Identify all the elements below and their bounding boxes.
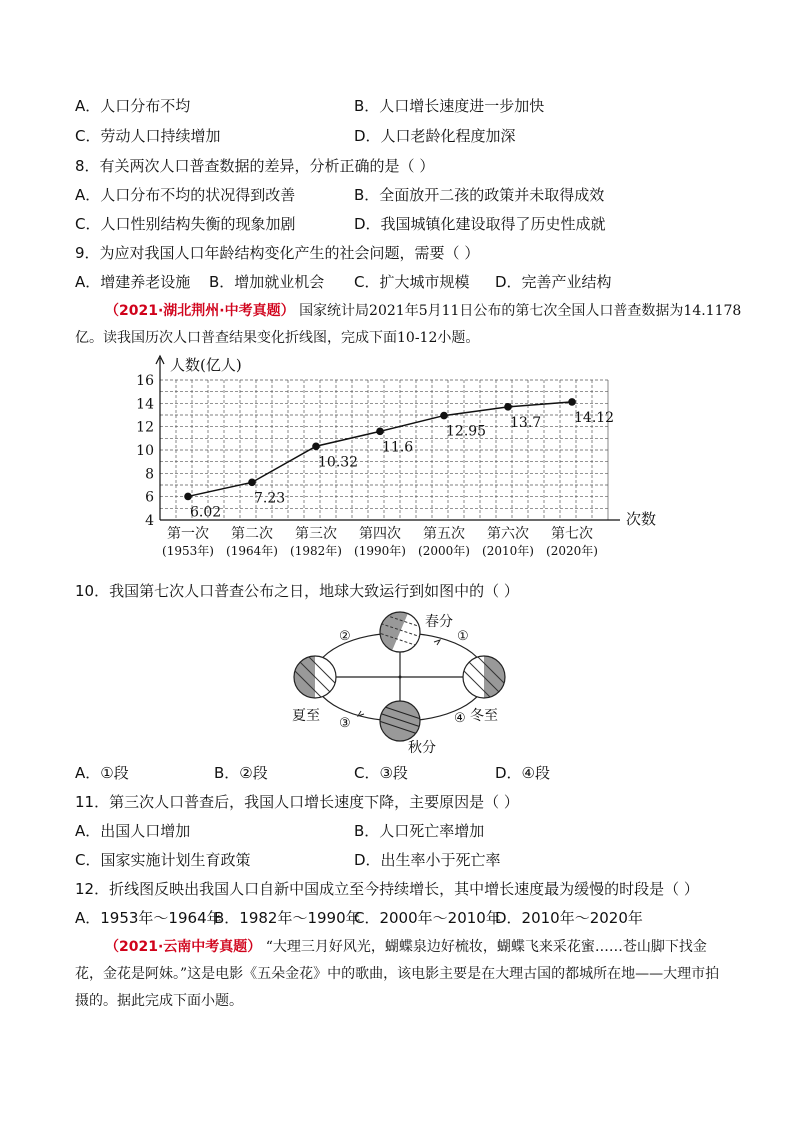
q9-option-d: D．完善产业结构 <box>495 273 612 291</box>
q12-option-d: D．2010年～2020年 <box>495 909 643 927</box>
q11-option-row-1 <box>75 821 485 841</box>
population-line-chart <box>118 352 678 562</box>
data-point <box>184 493 192 501</box>
y-tick-label: 10 <box>136 443 154 459</box>
data-label: 11.6 <box>382 439 414 456</box>
data-point <box>376 428 384 436</box>
data-label: 10.32 <box>318 454 359 471</box>
x-tick-label: 第二次 <box>231 526 273 542</box>
x-tick-label: 第六次 <box>487 526 529 542</box>
x-tick-year-label: (1982年) <box>290 544 342 558</box>
data-label: 14.12 <box>574 409 615 426</box>
passage-2 <box>75 934 727 1015</box>
q10-option-d: D．④段 <box>495 764 550 782</box>
q8-option-row-2 <box>75 214 606 234</box>
data-point <box>568 398 576 406</box>
x-tick-label: 第四次 <box>359 526 401 542</box>
q9-option-c: C．扩大城市规模 <box>354 273 470 291</box>
data-label: 7.23 <box>254 490 286 507</box>
label-segment-4: ④ <box>454 711 466 726</box>
x-tick-year-label: (2010年) <box>482 544 534 558</box>
data-label: 12.95 <box>446 423 487 440</box>
x-tick-year-label: (2020年) <box>546 544 598 558</box>
q11-option-c: C．国家实施计划生育政策 <box>75 851 251 869</box>
label-spring: 春分 <box>425 614 453 630</box>
q9-options <box>75 272 612 292</box>
x-tick-label: 第五次 <box>423 526 465 542</box>
earth-autumn <box>376 701 424 741</box>
label-summer: 夏至 <box>292 708 320 724</box>
q8-option-c: C．人口性别结构失衡的现象加剧 <box>75 215 296 233</box>
passage-1-text-line-1: 国家统计局2021年5月11日公布的第七次全国人口普查数据为14.1178 <box>299 303 742 319</box>
q9-option-a: A．增建养老设施 <box>75 273 191 291</box>
q7-option-d: D．人口老龄化程度加深 <box>354 127 516 145</box>
q8-option-d: D．我国城镇化建设取得了历史性成就 <box>354 215 606 233</box>
data-point <box>504 403 512 411</box>
orbit-arrow-3 <box>358 711 364 716</box>
x-tick-labels <box>162 526 598 558</box>
q10-stem: 10．我国第七次人口普查公布之日，地球大致运行到如图中的（ ） <box>75 582 519 600</box>
y-tick-label: 4 <box>145 513 154 529</box>
x-tick-year-label: (1990年) <box>354 544 406 558</box>
q10-option-a: A．①段 <box>75 764 129 782</box>
y-axis-title: 人数(亿人) <box>170 356 242 374</box>
sun <box>399 676 402 679</box>
label-segment-3: ③ <box>339 716 351 731</box>
q12-option-c: C．2000年～2010年 <box>354 909 501 927</box>
q9-stem: 9．为应对我国人口年龄结构变化产生的社会问题，需要（ ） <box>75 244 480 262</box>
q9-option-b: B．增加就业机会 <box>209 273 325 291</box>
data-label: 13.7 <box>510 414 542 431</box>
passage-2-source: （2021·云南中考真题） <box>105 939 262 955</box>
orbit-arrow-1 <box>434 640 440 645</box>
q8-stem: 8．有关两次人口普查数据的差异，分析正确的是（ ） <box>75 157 435 175</box>
label-winter: 冬至 <box>470 708 498 724</box>
passage-1 <box>75 298 742 352</box>
passage-2-text: “大理三月好风光，蝴蝶泉边好梳妆，蝴蝶飞来采花蜜……苍山脚下找金花，金花是阿妹。”这是电影《五朵金花》中的歌曲，该电影主要是在大理古国的都城所在地——大理市拍摄的。据此完成下面小题。 <box>75 939 720 1009</box>
y-tick-label: 12 <box>136 419 154 436</box>
q8-option-a: A．人口分布不均的状况得到改善 <box>75 186 296 204</box>
q7-option-b: B．人口增长速度进一步加快 <box>354 97 545 115</box>
x-tick-year-label: (1953年) <box>162 544 214 558</box>
x-tick-label: 第一次 <box>167 526 209 542</box>
label-autumn: 秋分 <box>408 740 436 754</box>
y-tick-label: 14 <box>136 396 154 413</box>
y-tick-label: 8 <box>145 466 154 483</box>
q8-option-row-1 <box>75 185 605 205</box>
x-tick-year-label: (1964年) <box>226 544 278 558</box>
y-tick-labels <box>136 373 154 529</box>
label-segment-1: ① <box>457 629 469 644</box>
q11-option-d: D．出生率小于死亡率 <box>354 851 501 869</box>
data-point <box>440 412 448 420</box>
q10-options <box>75 763 550 783</box>
q10-option-b: B．②段 <box>214 764 268 782</box>
x-axis-title: 次数 <box>626 510 657 528</box>
data-label: 6.02 <box>190 504 222 521</box>
passage-1-source: （2021·湖北荆州·中考真题） <box>105 303 295 319</box>
q12-option-a: A．1953年～1964年 <box>75 909 222 927</box>
q11-option-row-2 <box>75 850 501 870</box>
data-point <box>312 442 320 450</box>
q7-option-a: A．人口分布不均 <box>75 97 191 115</box>
q7-option-row-1 <box>75 96 545 116</box>
q12-option-b: B．1982年～1990年 <box>214 909 361 927</box>
y-tick-label: 16 <box>136 373 154 389</box>
y-tick-label: 6 <box>145 489 154 506</box>
q12-stem: 12．折线图反映出我国人口自新中国成立至今持续增长，其中增长速度最为缓慢的时段是（ ） <box>75 880 699 898</box>
earth-winter <box>461 654 509 702</box>
x-tick-year-label: (2000年) <box>418 544 470 558</box>
q11-stem: 11．第三次人口普查后，我国人口增长速度下降，主要原因是（ ） <box>75 793 519 811</box>
x-tick-label: 第七次 <box>551 526 593 542</box>
q7-option-row-2 <box>75 126 516 146</box>
earth-orbit-diagram <box>284 604 514 754</box>
x-tick-label: 第三次 <box>295 526 337 542</box>
q7-option-c: C．劳动人口持续增加 <box>75 127 221 145</box>
q8-option-b: B．全面放开二孩的政策并未取得成效 <box>354 186 605 204</box>
label-segment-2: ② <box>339 629 351 644</box>
earth-summer <box>292 654 340 702</box>
q11-option-b: B．人口死亡率增加 <box>354 822 485 840</box>
q11-option-a: A．出国人口增加 <box>75 822 191 840</box>
data-point <box>248 479 256 487</box>
passage-1-text-line-2: 亿。读我国历次人口普查结果变化折线图，完成下面10-12小题。 <box>75 330 480 346</box>
data-series <box>184 398 614 520</box>
q10-option-c: C．③段 <box>354 764 408 782</box>
q12-options <box>75 908 643 928</box>
earth-spring <box>355 604 424 652</box>
